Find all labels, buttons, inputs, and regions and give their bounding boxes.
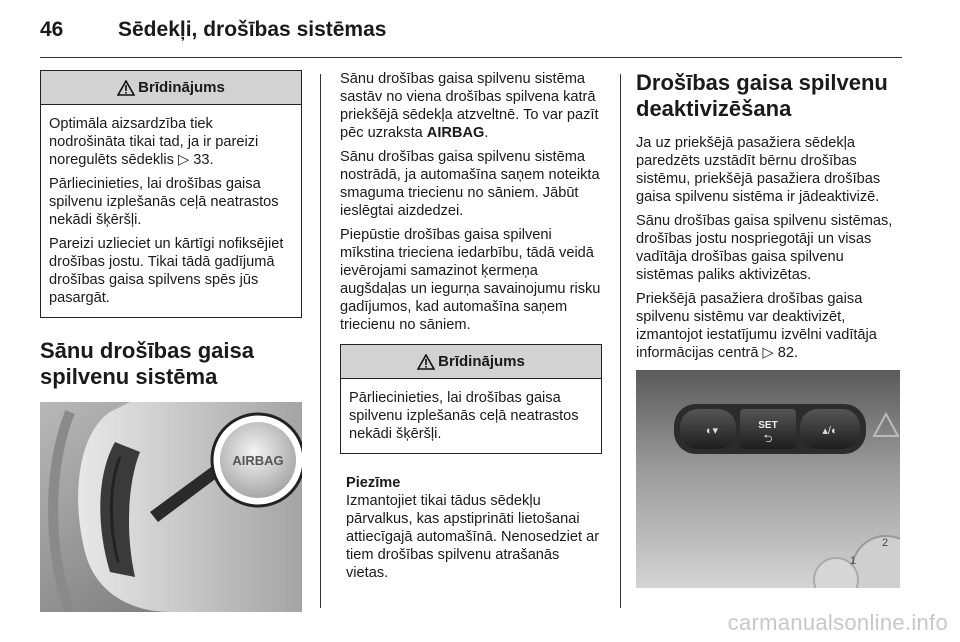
warning-header	[41, 71, 301, 105]
warning-box	[40, 70, 302, 318]
set-label: SET	[758, 420, 778, 431]
warning-triangle-icon	[117, 80, 135, 96]
paragraph-side-airbag-3: Piepūstie drošības gaisa spilveni mīkstina trieciena iedarbību, tādā veidā ievērojami samazinot ķermeņa augšdaļas un iegurņa savainojumu risku gadījumos, kad automašīna saņem triecienu no sāniem.	[340, 227, 601, 333]
page-header	[40, 14, 920, 50]
section-title-deactivation: Drošības gaisa spilvenu deaktivizēšana	[636, 70, 888, 121]
warning-text: Pārliecinieties, lai drošības gaisa spilvenu izplešanās ceļā neatrastos nekādi šķēršļi.	[349, 390, 579, 442]
warning-header-2	[341, 345, 601, 379]
header-divider	[40, 57, 902, 58]
column-divider-1	[320, 74, 321, 608]
warning-box-2	[340, 344, 602, 454]
column-3	[636, 70, 902, 588]
watermark: carmanualsonline.info	[727, 610, 948, 635]
paragraph-side-airbag-2: Sānu drošības gaisa spilvenu sistēma nostrādā, ja automašīna saņem noteikta smaguma triecienu no sāniem. Jābūt ieslēgtai aizdedzei.	[340, 149, 600, 219]
svg-text:▴/◐: ▴/◐	[822, 425, 838, 437]
svg-text:⮌: ⮌	[763, 433, 773, 445]
paragraph-text: Sānu drošības gaisa spilvenu sistēma sastāv no viena drošības spilvena katrā priekšējā sēdekļa atzveltnē. To var pazīt pēc uzraksta	[340, 71, 599, 141]
page-title: Sēdekļi, drošības sistēmas	[118, 18, 387, 41]
dial-mark-1: 1	[850, 555, 857, 567]
warning-label: Brīdinājums	[138, 79, 225, 96]
airbag-badge-label: AIRBAG	[232, 453, 284, 468]
note-title: Piezīme	[346, 475, 401, 491]
paragraph-side-airbag-1	[340, 70, 602, 142]
warning-triangle-icon	[417, 354, 435, 370]
warning-text-2: Pārliecinieties, lai drošības gaisa spilvenu izplešanās ceļā neatrastos nekādi šķēršļi.	[49, 176, 279, 228]
dial-mark-2: 2	[882, 537, 889, 549]
warning-text-3: Pareizi uzlieciet un kārtīgi nofiksējiet drošības jostu. Tikai tādā gadījumā drošības gaisa spilvens spēs jūs pasargāt.	[49, 236, 284, 306]
section-title-side-airbag: Sānu drošības gaisa spilvenu sistēma	[40, 338, 254, 389]
paragraph-deactivation-2: Sānu drošības gaisa spilvenu sistēmas, drošības jostu nospriegotāji un visas vadītāja drošības gaisa spilvenu sistēmas paliks aktivizētas.	[636, 213, 893, 283]
paragraph-text-end: .	[484, 125, 489, 141]
warning-text-1: Optimāla aizsardzība tiek nodrošināta tikai tad, ja ir pareizi noregulēts sēdeklis ▷ 33.	[49, 116, 259, 168]
paragraph-deactivation-3: Priekšējā pasažiera drošības gaisa spilvenu sistēmu var deaktivizēt, izmantojot iestatījumu izvēlni vadītāja informācijas centrā ▷ 82.	[636, 291, 877, 361]
warning-label-2: Brīdinājums	[438, 353, 525, 370]
column-divider-2	[620, 74, 621, 608]
column-2	[340, 70, 602, 582]
airbag-bold-term: AIRBAG	[426, 125, 485, 141]
paragraph-deactivation-1: Ja uz priekšējā pasažiera sēdekļa paredzēts uzstādīt bērnu drošības sistēmu, priekšējā pasažiera drošības gaisa spilvenu sistēma ir jādeaktivizē.	[636, 135, 881, 205]
page-number: 46	[40, 18, 64, 41]
seat-airbag-image	[40, 402, 302, 612]
dashboard-buttons-image	[636, 370, 900, 588]
note-text: Izmantojiet tikai tādus sēdekļu pārvalkus, kas apstiprināti lietošanai attiecīgajā automašīnā. Nenosedziet ar tiem drošības spilvenu atrašanās vietas.	[346, 493, 600, 581]
column-1	[40, 70, 302, 612]
svg-text:◐▾: ◐▾	[705, 425, 719, 437]
